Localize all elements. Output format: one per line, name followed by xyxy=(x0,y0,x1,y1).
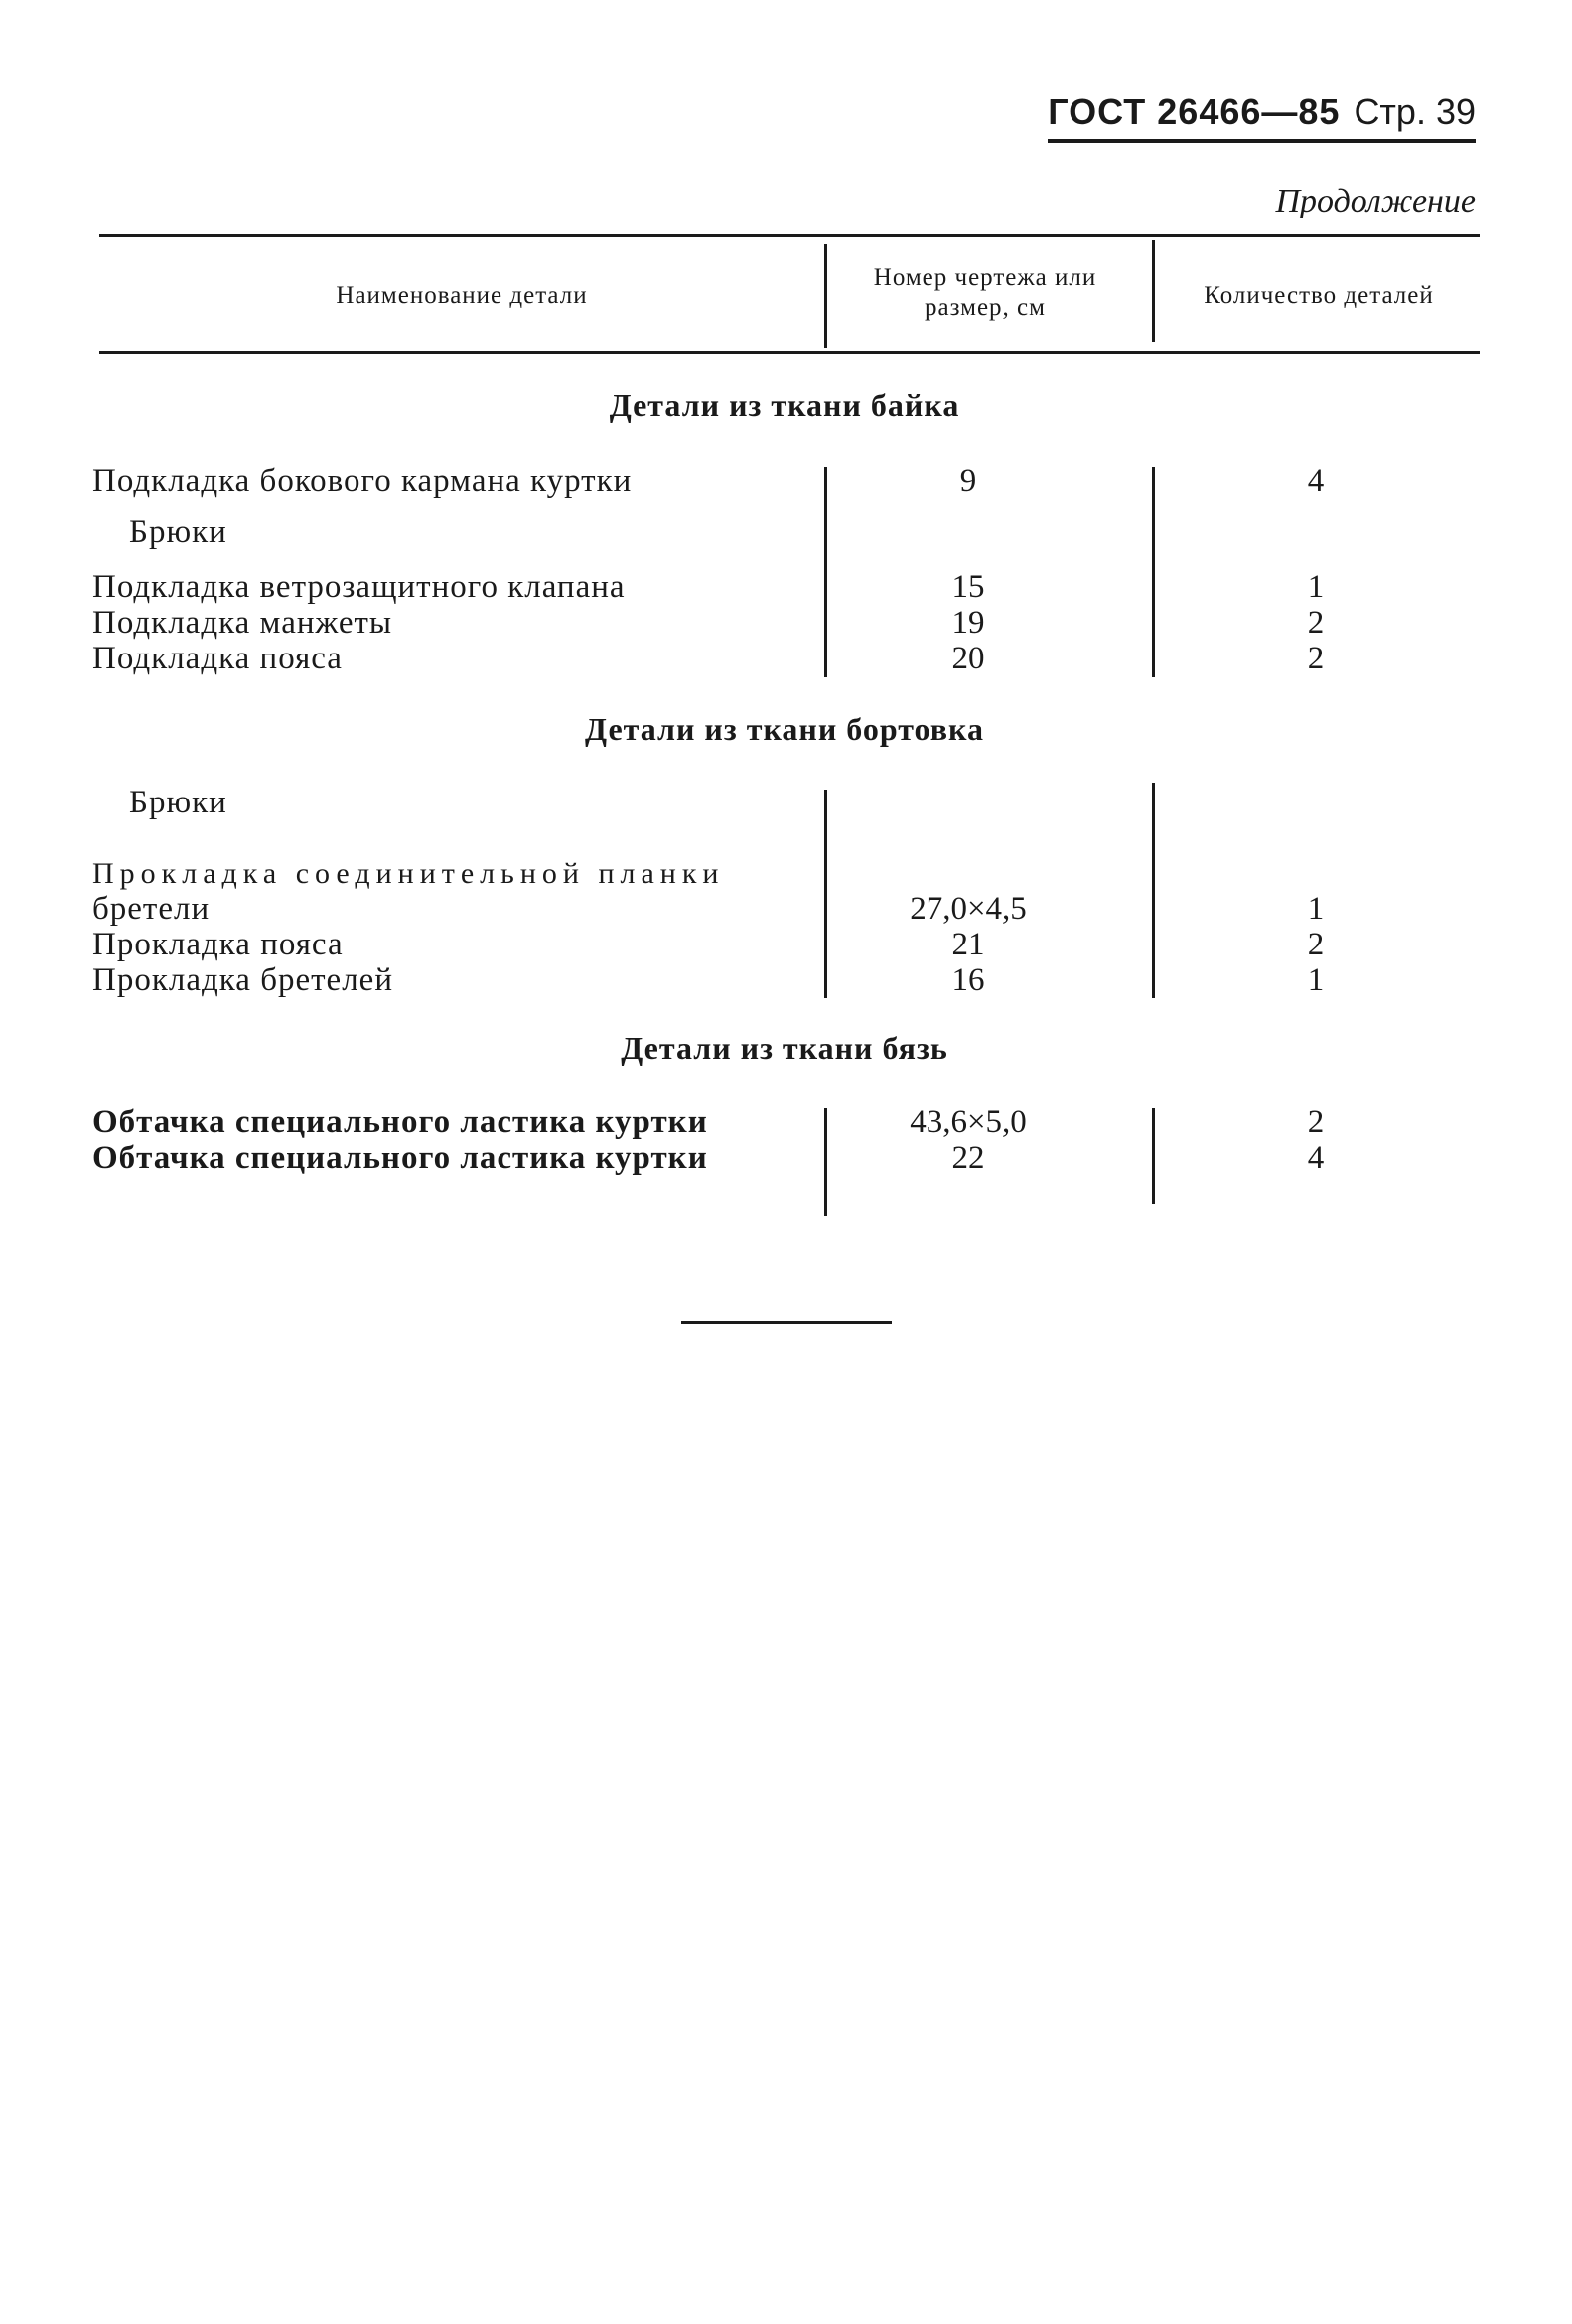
row-name: Подкладка манжеты xyxy=(92,605,393,641)
section-title-byaz: Детали из ткани бязь xyxy=(621,1030,948,1066)
row-name: Подкладка бокового кармана куртки xyxy=(92,463,633,499)
row-number: 27,0×4,5 xyxy=(910,891,1027,927)
row-subheading: Брюки xyxy=(129,785,227,820)
row-name: Подкладка ветрозащитного клапана xyxy=(92,569,626,605)
continuation-label: Продолжение xyxy=(1275,183,1476,219)
end-of-table-rule xyxy=(681,1321,892,1324)
row-subheading: Брюки xyxy=(129,514,227,550)
page-header xyxy=(1048,91,1476,143)
row-name: Подкладка пояса xyxy=(92,641,343,676)
col-header-name: Наименование детали xyxy=(336,282,588,309)
row-number: 15 xyxy=(951,569,985,605)
column-divider-2 xyxy=(1152,1108,1155,1204)
row-name: Прокладка бретелей xyxy=(92,962,393,998)
row-quantity: 1 xyxy=(1307,569,1325,605)
page-number: Стр. 39 xyxy=(1354,91,1476,132)
row-name: Прокладка соединительной планки xyxy=(92,857,725,890)
row-name: Обтачка специального ластика куртки xyxy=(92,1140,708,1176)
row-number: 22 xyxy=(951,1140,985,1176)
row-quantity: 2 xyxy=(1307,641,1325,676)
row-number: 43,6×5,0 xyxy=(910,1104,1027,1140)
col-header-quantity: Количество деталей xyxy=(1204,282,1434,309)
header-divider-1 xyxy=(824,244,827,348)
column-divider-1 xyxy=(824,467,827,677)
column-divider-1 xyxy=(824,790,827,998)
row-number: 21 xyxy=(951,927,985,962)
section-title-bortovka: Детали из ткани бортовка xyxy=(585,711,984,747)
column-divider-2 xyxy=(1152,467,1155,677)
row-number: 9 xyxy=(959,463,977,499)
row-quantity: 4 xyxy=(1307,1140,1325,1176)
row-quantity: 2 xyxy=(1307,927,1325,962)
standard-number: ГОСТ 26466—85 xyxy=(1048,91,1341,132)
section-title-bayka: Детали из ткани байка xyxy=(609,387,960,423)
row-quantity: 1 xyxy=(1307,891,1325,927)
row-number: 20 xyxy=(951,641,985,676)
row-number: 19 xyxy=(951,605,985,641)
row-quantity: 1 xyxy=(1307,962,1325,998)
row-name: Прокладка пояса xyxy=(92,927,344,962)
row-number: 16 xyxy=(951,962,985,998)
col-header-drawing-line1: Номер чертежа или xyxy=(873,264,1097,291)
table-top-rule xyxy=(99,234,1480,237)
column-divider-2 xyxy=(1152,783,1155,998)
header-bottom-rule xyxy=(99,351,1480,354)
column-divider-1 xyxy=(824,1108,827,1216)
col-header-drawing xyxy=(830,263,1140,323)
row-name: бретели xyxy=(92,891,211,927)
row-name: Обтачка специального ластика куртки xyxy=(92,1104,708,1140)
row-quantity: 4 xyxy=(1307,463,1325,499)
row-quantity: 2 xyxy=(1307,605,1325,641)
header-divider-2 xyxy=(1152,240,1155,342)
row-quantity: 2 xyxy=(1307,1104,1325,1140)
col-header-drawing-line2: размер, см xyxy=(925,294,1046,321)
